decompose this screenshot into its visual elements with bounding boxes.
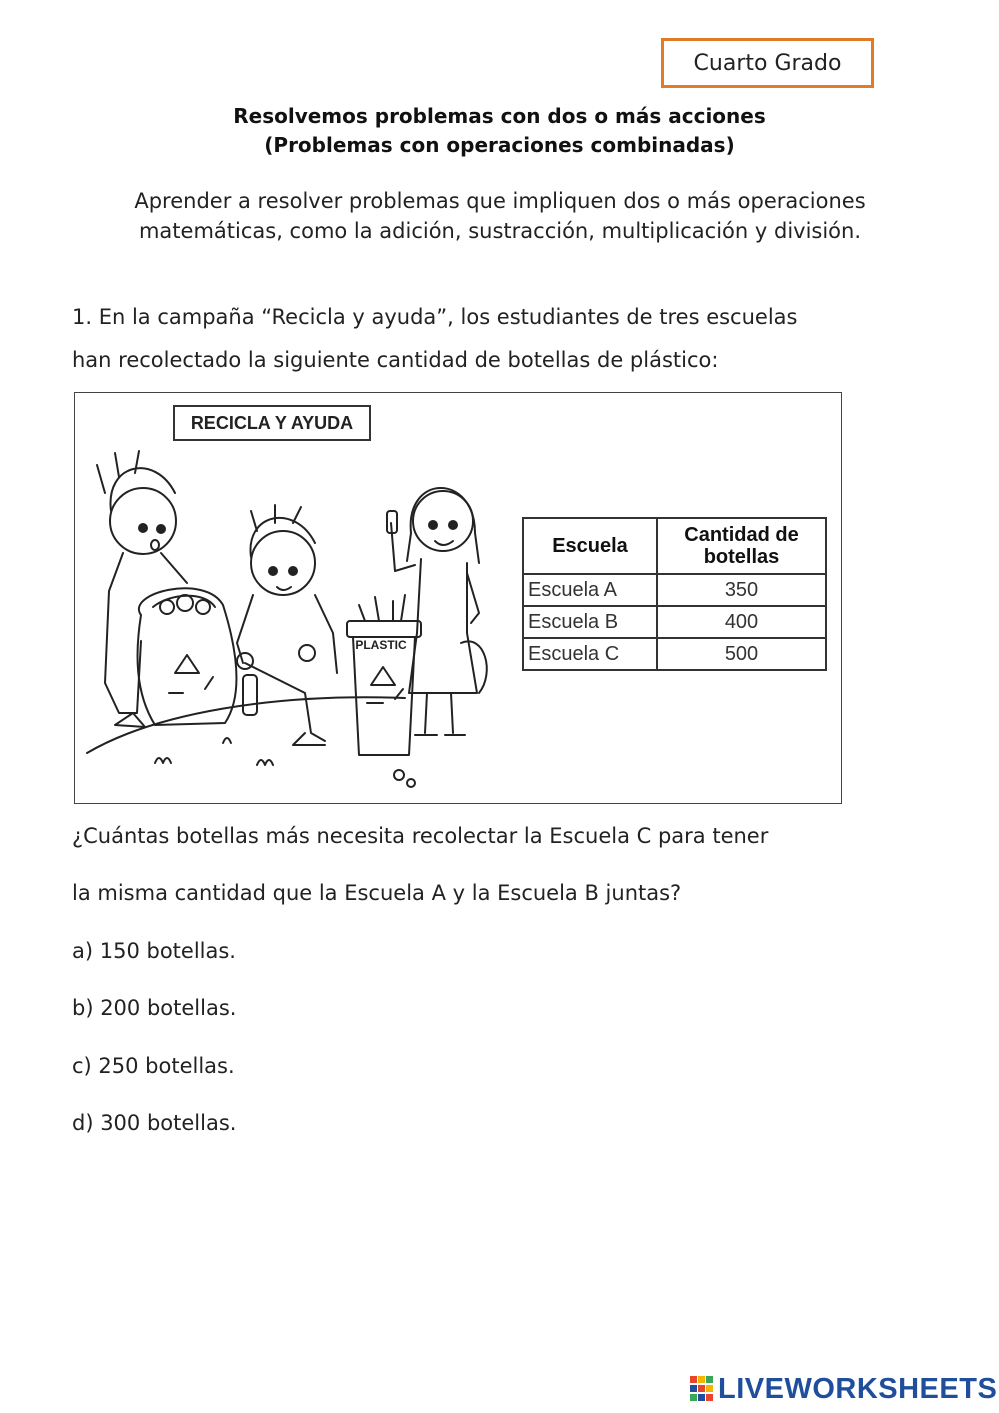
boy-crouching-icon [237, 505, 337, 745]
option-a[interactable]: a) 150 botellas. [72, 939, 236, 963]
option-b[interactable]: b) 200 botellas. [72, 996, 237, 1020]
header-quantity [657, 518, 826, 574]
problem-statement-line-1: 1. En la campaña “Recicla y ayuda”, los estudiantes de tres escuelas [72, 305, 798, 329]
header-quantity-line-1: Cantidad de [684, 524, 799, 546]
header-school: Escuela [523, 518, 657, 574]
school-name: Escuela A [523, 574, 657, 606]
plastic-recycling-bin-icon [347, 595, 421, 755]
question-line-1: ¿Cuántas botellas más necesita recolectar la Escuela C para tener [72, 824, 769, 848]
plant-icon [155, 758, 171, 763]
bottle-count: 350 [657, 574, 826, 606]
recycling-sack-icon [138, 588, 237, 725]
plant-icon [257, 760, 273, 765]
objective-text [90, 186, 910, 246]
problem-statement-line-2: han recolectado la siguiente cantidad de botellas de plástico: [72, 348, 719, 372]
bottle-count: 400 [657, 606, 826, 638]
page-subtitle: (Problemas con operaciones combinadas) [264, 133, 735, 157]
header-quantity-line-2: botellas [703, 546, 780, 568]
campaign-banner: RECICLA Y AYUDA [173, 405, 371, 441]
objective-line-2: matemáticas, como la adición, sustracción, multiplicación y división. [138, 219, 862, 243]
grade-label: Cuarto Grado [661, 38, 874, 88]
logo-blocks-icon [690, 1376, 714, 1402]
bottle-cap-icon [407, 779, 415, 787]
bin-label: PLASTIC [355, 638, 407, 652]
table-row [523, 606, 826, 638]
logo-text: LIVEWORKSHEETS [718, 1372, 998, 1405]
bottle-count: 500 [657, 638, 826, 670]
school-name: Escuela B [523, 606, 657, 638]
school-name: Escuela C [523, 638, 657, 670]
objective-line-1: Aprender a resolver problemas que impliquen dos o más operaciones [134, 189, 866, 213]
table-row [523, 638, 826, 670]
recycling-figure [74, 392, 842, 804]
plant-icon [223, 738, 231, 743]
bottle-cap-icon [394, 770, 404, 780]
option-d[interactable]: d) 300 botellas. [72, 1111, 237, 1135]
option-c[interactable]: c) 250 botellas. [72, 1054, 235, 1078]
question-line-2: la misma cantidad que la Escuela A y la Escuela B juntas? [72, 881, 682, 905]
page-title: Resolvemos problemas con dos o más acciones [233, 104, 766, 128]
liveworksheets-logo [690, 1372, 997, 1406]
table-row [523, 574, 826, 606]
table-header-row [523, 518, 826, 574]
bottles-table [522, 517, 827, 671]
